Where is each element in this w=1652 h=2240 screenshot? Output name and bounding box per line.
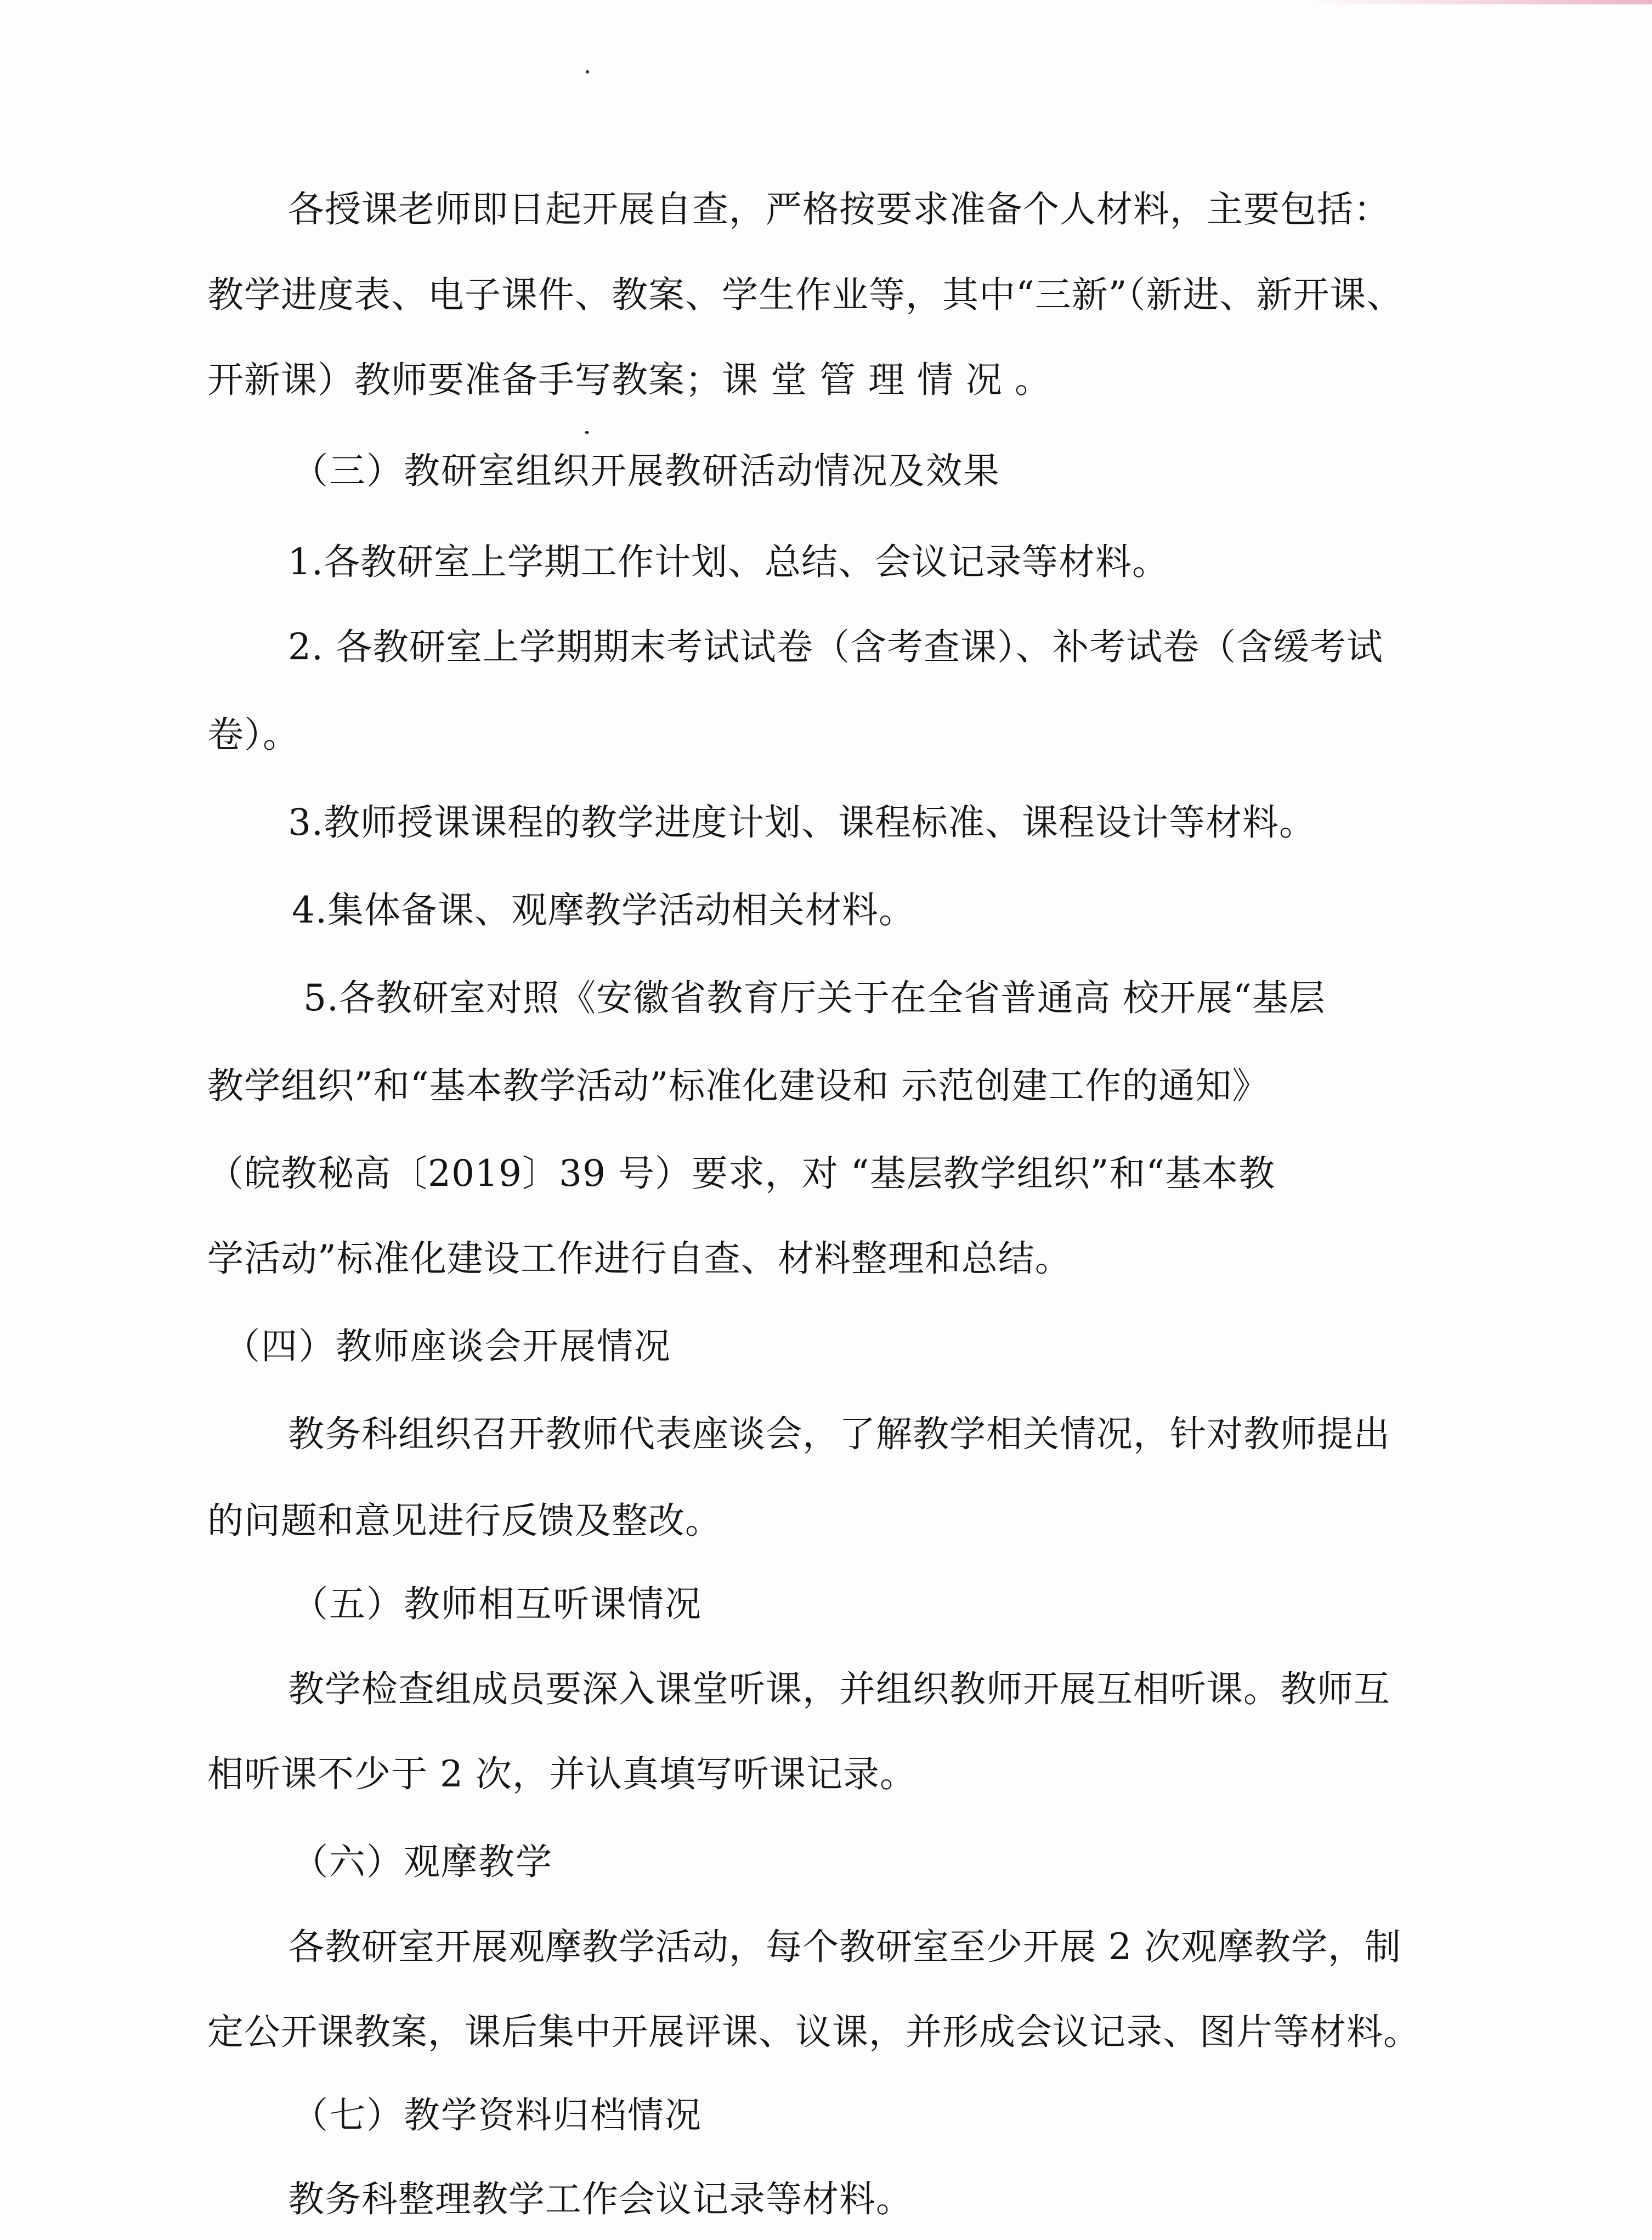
list-item: 5.各教研室对照《安徽省教育厅关于在全省普通高 校开展“基层	[303, 977, 1326, 1019]
section-heading: （五）教师相互听课情况	[292, 1583, 702, 1625]
body-text-line: 开新课）教师要准备手写教案；课 堂 管 理 情 况 。	[207, 359, 1051, 401]
section-heading: （六）观摩教学	[292, 1841, 553, 1883]
list-item-continued: 卷）。	[207, 714, 299, 756]
body-text-line: 的问题和意见进行反馈及整改。	[207, 1500, 722, 1542]
body-text-line: 各授课老师即日起开展自查，严格按要求准备个人材料，主要包括：	[288, 188, 1390, 230]
list-item: 4.集体备课、观摩教学活动相关材料。	[292, 889, 915, 931]
list-item: 3.教师授课课程的教学进度计划、课程标准、课程设计等材料。	[288, 801, 1316, 844]
body-text-line: 教务科整理教学工作会议记录等材料。	[288, 2178, 913, 2220]
scan-speck	[585, 431, 589, 434]
list-item-continued: （皖教秘高〔2019〕39 号）要求，对 “基层教学组织”和“基本教	[207, 1152, 1276, 1195]
scan-speck	[586, 70, 589, 73]
list-item: 2. 各教研室上学期期末考试试卷（含考查课）、补考试卷（含缓考试	[288, 626, 1383, 668]
body-text-line: 教学检查组成员要深入课堂听课，并组织教师开展互相听课。教师互	[288, 1668, 1390, 1710]
section-heading: （四）教师座谈会开展情况	[224, 1325, 671, 1367]
body-text-line: 教学进度表、电子课件、教案、学生作业等，其中“三新”（新进、新开课、	[207, 274, 1404, 316]
body-text-line: 各教研室开展观摩教学活动，每个教研室至少开展 2 次观摩教学，制	[288, 1926, 1401, 1968]
list-item-continued: 教学组织”和“基本教学活动”标准化建设和 示范创建工作的通知》	[207, 1065, 1269, 1107]
body-text-line: 定公开课教案，课后集中开展评课、议课，并形成会议记录、图片等材料。	[207, 2011, 1420, 2053]
list-item-continued: 学活动”标准化建设工作进行自查、材料整理和总结。	[207, 1237, 1072, 1280]
section-heading: （三）教研室组织开展教研活动情况及效果	[292, 450, 1000, 492]
section-heading: （七）教学资料归档情况	[292, 2094, 702, 2136]
body-text-line: 相听课不少于 2 次，并认真填写听课记录。	[207, 1753, 916, 1795]
list-item: 1.各教研室上学期工作计划、总结、会议记录等材料。	[288, 541, 1169, 583]
body-text-line: 教务科组织召开教师代表座谈会，了解教学相关情况，针对教师提出	[288, 1413, 1390, 1455]
scan-edge-mark	[1305, 0, 1652, 4]
